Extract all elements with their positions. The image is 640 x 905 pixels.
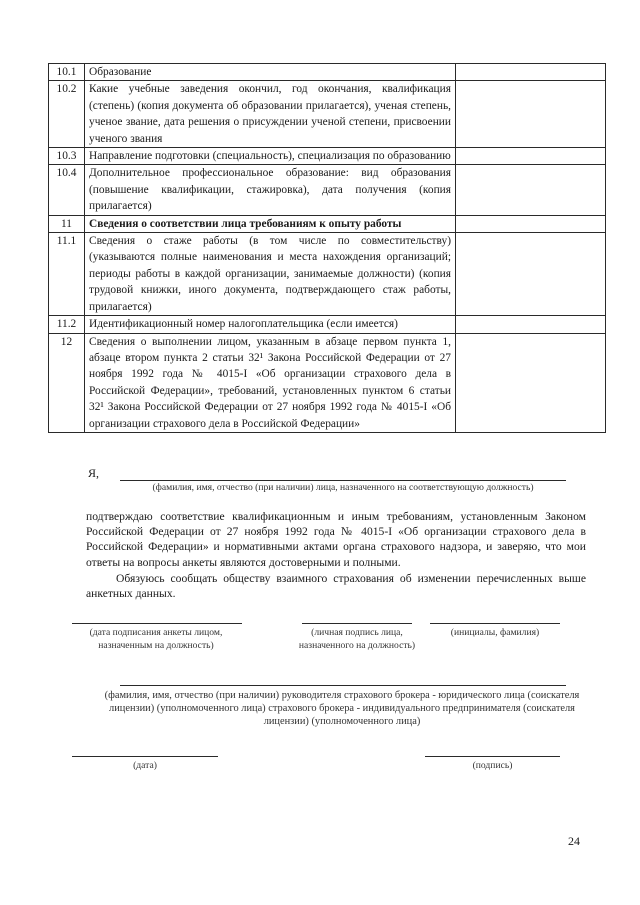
confirmation-paragraph: подтверждаю соответствие квалификационным и иным требованиям, установленным Законом Российской Федерации от 27 ноября 1992 года № 4015-I «Об организации страхового дела в Российской Федерации» и нормативными актами органа страхового надзора, и заверяю, что мои ответы на вопросы анкеты являются достоверными и полными. — [86, 510, 586, 569]
table-row — [49, 215, 606, 232]
table-row — [49, 64, 606, 81]
row-number: 11.1 — [49, 233, 85, 316]
row-number: 10.1 — [49, 64, 85, 81]
signature-line — [425, 756, 560, 757]
row-number: 10.2 — [49, 81, 85, 148]
full-name-line — [120, 480, 566, 481]
full-name-caption: (фамилия, имя, отчество (при наличии) лица, назначенного на соответствующую должность) — [152, 482, 534, 493]
head-name-caption: (фамилия, имя, отчество (при наличии) руководителя страхового брокера - юридического лица (соискателя лицензии) (уполномоченного лица) страхового брокера - индивидуального предпринимателя (соискателя лицензии) (уполномоченного лица) — [104, 690, 580, 728]
row-answer-cell[interactable] — [456, 64, 606, 81]
questionnaire-table — [48, 63, 606, 433]
row-question: Какие учебные заведения окончил, год окончания, квалификация (степень) (копия документа об образовании прилагается), ученая степень, ученое звание, дата решения о присуждении ученой степени, присвоении ученого звания — [85, 81, 456, 148]
table-row — [49, 316, 606, 333]
row-question: Образование — [85, 64, 456, 81]
row-answer-cell[interactable] — [456, 81, 606, 148]
row-question: Сведения о стаже работы (в том числе по совместительству) (указываются полные наименования и места нахождения организаций; периоды работы в каждой организации, занимаемые должности) (копия трудовой книжки, иного документа, подтверждающего стаж работы, прилагается) — [85, 233, 456, 316]
row-question: Идентификационный номер налогоплательщика (если имеется) — [85, 316, 456, 333]
date-line — [72, 756, 218, 757]
row-number: 10.4 — [49, 165, 85, 215]
row-question: Сведения о выполнении лицом, указанным в абзаце первом пункта 1, абзаце втором пункта 2 статьи 32¹ Закона Российской Федерации от 27 ноября 1992 года № 4015-I «Об организации страхового дела в Российской Федерации», требований, установленных пунктом 6 статьи 32¹ Закона Российской Федерации от 27 ноября 1992 года № 4015-I «Об организации страхового дела в Российской Федерации» — [85, 333, 456, 432]
row-number: 11.2 — [49, 316, 85, 333]
initials-line — [430, 623, 560, 624]
row-answer-cell[interactable] — [456, 316, 606, 333]
row-number: 11 — [49, 215, 85, 232]
signing-date-line — [72, 623, 242, 624]
table-row — [49, 233, 606, 316]
date-caption: (дата) — [133, 760, 157, 771]
row-question: Сведения о соответствии лица требованиям к опыту работы — [85, 215, 456, 232]
signing-date-caption: (дата подписания анкеты лицом, назначенным на должность) — [89, 627, 223, 651]
page-number: 24 — [568, 834, 580, 848]
row-answer-cell[interactable] — [456, 215, 606, 232]
declaration-ya: Я, — [88, 466, 100, 480]
row-answer-cell[interactable] — [456, 148, 606, 165]
table-row — [49, 148, 606, 165]
table-row — [49, 165, 606, 215]
table-row — [49, 81, 606, 148]
initials-caption: (инициалы, фамилия) — [450, 627, 540, 638]
table-row — [49, 333, 606, 432]
row-number: 10.3 — [49, 148, 85, 165]
row-answer-cell[interactable] — [456, 233, 606, 316]
row-question: Направление подготовки (специальность), специализация по образованию — [85, 148, 456, 165]
personal-signature-caption: (личная подпись лица, назначенного на должность) — [298, 627, 416, 651]
row-answer-cell[interactable] — [456, 333, 606, 432]
personal-signature-line — [302, 623, 412, 624]
row-answer-cell[interactable] — [456, 165, 606, 215]
row-question: Дополнительное профессиональное образование: вид образования (повышение квалификации, стажировка), дата получения (копия прилагается) — [85, 165, 456, 215]
head-name-line — [120, 685, 566, 686]
obligation-paragraph: Обязуюсь сообщать обществу взаимного страхования об изменении перечисленных выше анкетных данных. — [86, 572, 586, 601]
row-number: 12 — [49, 333, 85, 432]
signature-caption: (подпись) — [472, 760, 513, 771]
